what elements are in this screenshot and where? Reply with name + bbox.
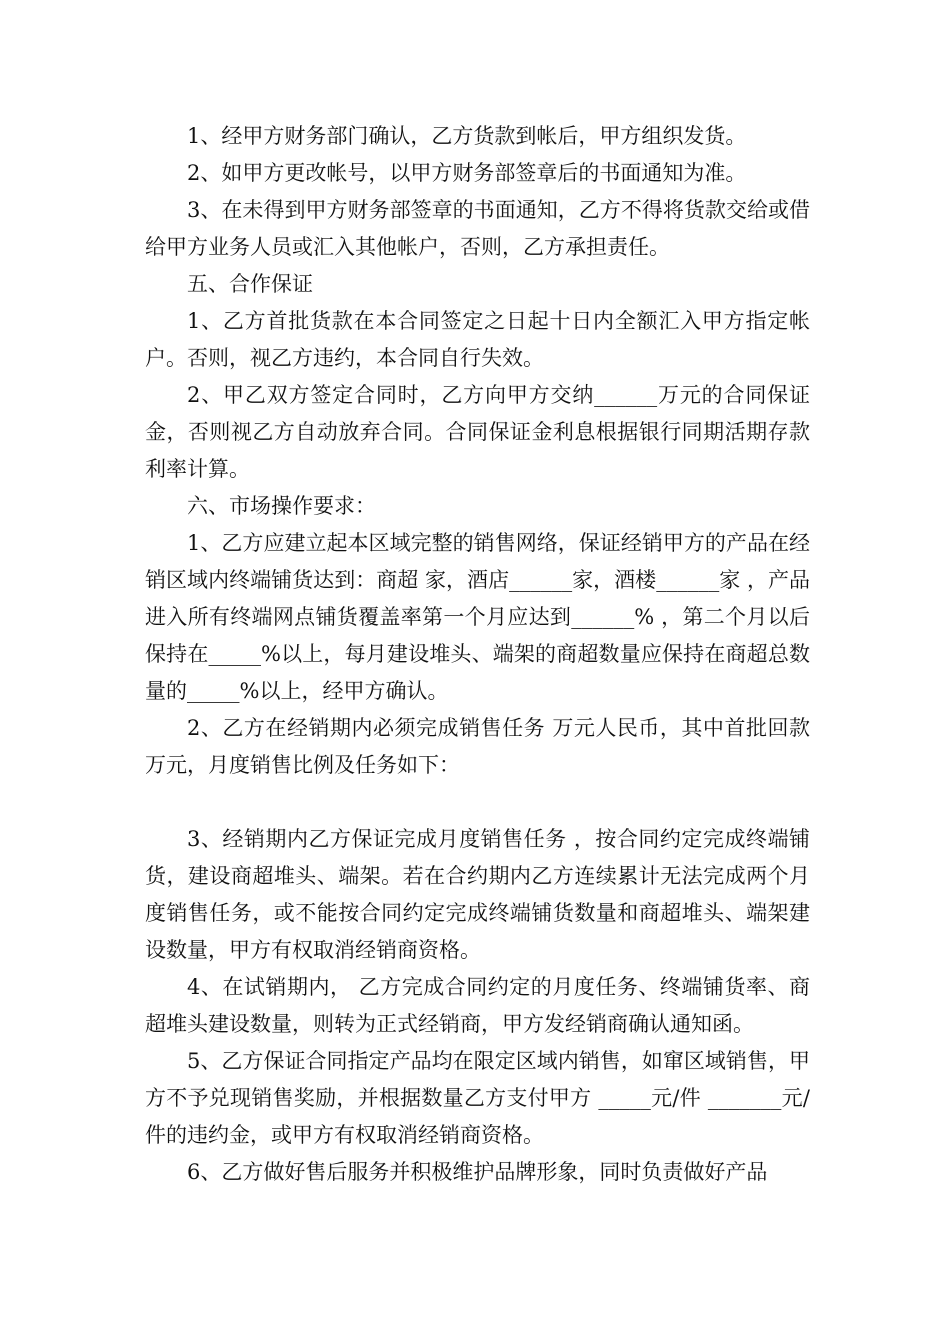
paragraph-first-payment: 1、乙方首批货款在本合同签定之日起十日内全额汇入甲方指定帐户。否则，视乙方违约，本合同自行失效。 <box>145 309 810 370</box>
section-heading-cooperation-guarantee: 五、合作保证 <box>187 272 313 296</box>
paragraph-sales-target: 2、乙方在经销期内必须完成销售任务 万元人民币，其中首批回款 万元，月度销售比例及任务如下： <box>145 716 817 777</box>
paragraph-regional-sales: 5、乙方保证合同指定产品均在限定区域内销售，如窜区域销售，甲方不予兑现销售奖励，并根据数量乙方支付甲方 _____元/件 _______元/件的违约金，或甲方有权取消经销商资格。 <box>145 1049 810 1147</box>
paragraph-payment-confirmation: 1、经甲方财务部门确认，乙方货款到帐后，甲方组织发货。 <box>187 124 747 148</box>
paragraph-monthly-task: 3、经销期内乙方保证完成月度销售任务 ，按合同约定完成终端铺货，建设商超堆头、端架。若在合约期内乙方连续累计无法完成两个月度销售任务，或不能按合同约定完成终端铺货数量和商超堆头、端架建设数量，甲方有权取消经销商资格。 <box>145 827 810 962</box>
document-body <box>145 118 817 1191</box>
paragraph-after-sales: 6、乙方做好售后服务并积极维护品牌形象，同时负责做好产品 <box>187 1160 768 1184</box>
paragraph-trial-period: 4、在试销期内， 乙方完成合同约定的月度任务、终端铺货率、商超堆头建设数量，则转为正式经销商，甲方发经销商确认通知函。 <box>145 975 810 1036</box>
paragraph-account-change: 2、如甲方更改帐号，以甲方财务部签章后的书面通知为准。 <box>187 161 747 185</box>
paragraph-payment-restriction: 3、在未得到甲方财务部签章的书面通知，乙方不得将货款交给或借给甲方业务人员或汇入其他帐户，否则，乙方承担责任。 <box>145 198 810 259</box>
paragraph-deposit: 2、甲乙双方签定合同时，乙方向甲方交纳______万元的合同保证金，否则视乙方自动放弃合同。合同保证金利息根据银行同期活期存款利率计算。 <box>145 383 810 481</box>
section-heading-market-requirements: 六、市场操作要求： <box>187 494 376 518</box>
paragraph-sales-network: 1、乙方应建立起本区域完整的销售网络，保证经销甲方的产品在经销区域内终端铺货达到：商超 家，酒店______家，酒楼______家 ，产品进入所有终端网点铺货覆盖率第一个月应达到______% ，第二个月以后保持在_____%以上，每月建设堆头、端架的商超数量应保持在商超总数量的_____%以上，经甲方确认。 <box>145 531 810 703</box>
